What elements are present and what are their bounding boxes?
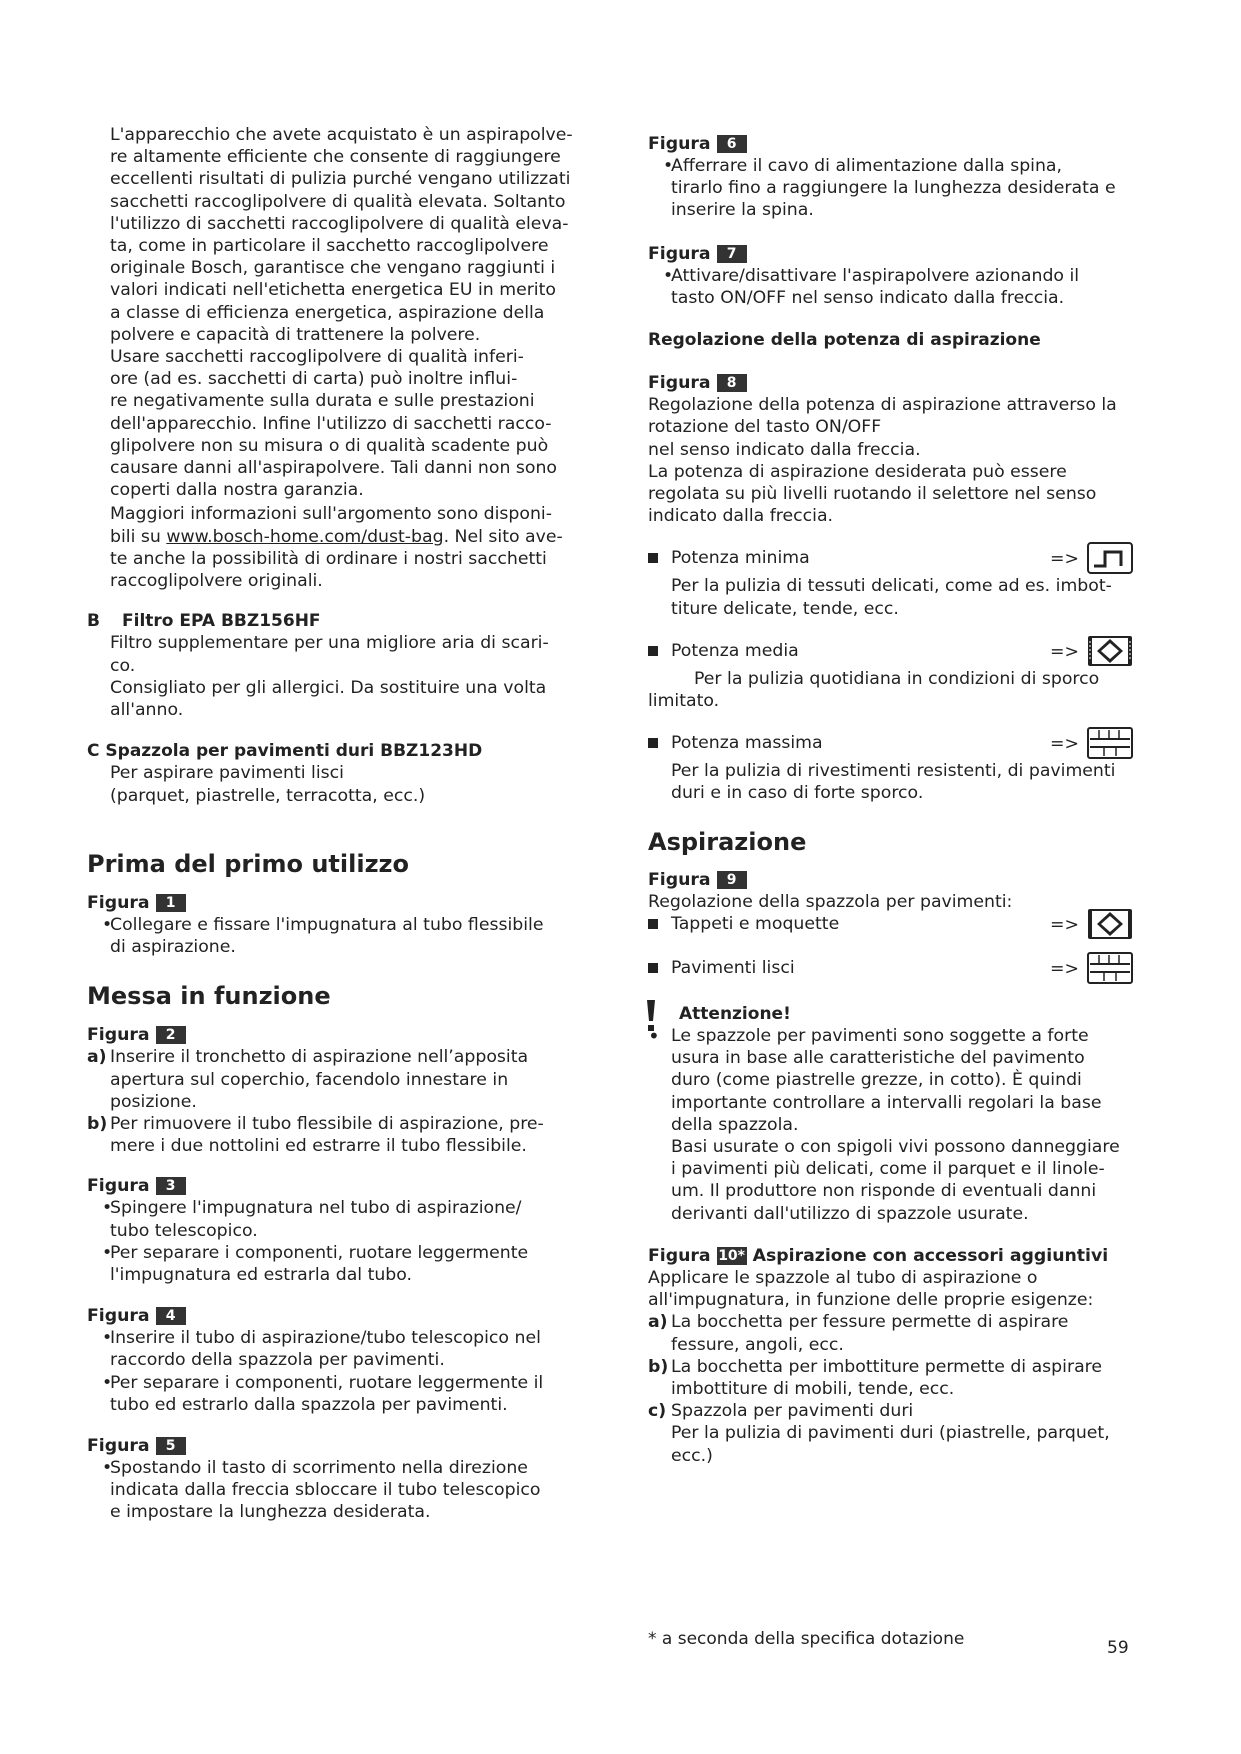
text-line: causare danni all'aspirapolvere. Tali danni non sono	[110, 458, 558, 479]
text-line: Filtro supplementare per una migliore aria di scari-	[110, 633, 549, 654]
section-title: Filtro EPA BBZ156HF	[122, 611, 321, 632]
text-line: originale Bosch, garantisce che vengano raggiunti i	[110, 258, 556, 279]
section-title: Spazzola per pavimenti duri BBZ123HD	[105, 741, 483, 762]
intro-paragraph	[110, 124, 605, 501]
text-line: l'utilizzo di sacchetti raccoglipolvere di qualità eleva-	[110, 213, 569, 234]
heading-aspirazione: Aspirazione	[648, 827, 807, 856]
text-line: tasto ON/OFF nel senso indicato dalla freccia.	[671, 287, 1065, 308]
bullet-dot: •	[102, 1328, 113, 1349]
figure-number-badge: 6	[717, 135, 747, 153]
text-line: regolata su più livelli ruotando il selettore nel senso	[648, 484, 1097, 505]
figura-text: Figura	[648, 869, 711, 890]
text-line: derivanti dall'utilizzo di spazzole usurate.	[671, 1203, 1029, 1224]
figure-8-label	[648, 372, 1133, 394]
section-b	[87, 610, 605, 721]
text-fragment: . Nel sito ave-	[443, 526, 563, 547]
square-bullet	[648, 963, 658, 973]
bullet-dot: •	[102, 1457, 113, 1478]
figure-3-label	[87, 1175, 605, 1197]
figure-4-label	[87, 1305, 605, 1327]
right-column	[648, 133, 1133, 1467]
text-line: Usare sacchetti raccoglipolvere di qualità inferi-	[110, 347, 524, 368]
arrow-text: =>	[1050, 958, 1079, 979]
text-line: polvere e capacità di trattenere la polvere.	[110, 324, 481, 345]
text-line: rotazione del tasto ON/OFF	[648, 417, 882, 438]
figure-number-badge: 9	[717, 871, 747, 889]
text-line: L'apparecchio che avete acquistato è un aspirapolve-	[110, 125, 573, 145]
text-line: raccordo della spazzola per pavimenti.	[110, 1350, 445, 1371]
footnote: * a seconda della specifica dotazione	[648, 1629, 965, 1649]
figura-text: Figura	[87, 892, 150, 913]
arrow-text: =>	[1050, 734, 1079, 755]
text-line: Consigliato per gli allergici. Da sostituire una volta	[110, 677, 547, 698]
power-min-icon	[1087, 542, 1133, 574]
text-line: Attivare/disattivare l'aspirapolvere azionando il	[671, 265, 1080, 286]
text-line: i pavimenti più delicati, come il parquet e il linole-	[671, 1159, 1105, 1180]
text-line: dell'apparecchio. Infine l'utilizzo di sacchetti racco-	[110, 413, 552, 434]
power-min-desc	[648, 575, 1133, 619]
square-bullet	[648, 738, 658, 748]
heading-first-use: Prima del primo utilizzo	[87, 849, 410, 878]
figura-text: Figura	[87, 1435, 150, 1456]
power-max-row	[648, 726, 1133, 760]
bullet-dot: •	[663, 156, 674, 176]
text-line: coperti dalla nostra garanzia.	[110, 480, 364, 501]
figure-number-badge: 8	[717, 374, 747, 392]
warning-block	[648, 1003, 1133, 1225]
text-line: tubo ed estrarlo dalla spazzola per pavimenti.	[110, 1394, 508, 1415]
first-use-section	[87, 849, 605, 958]
text-line: Per la pulizia di tessuti delicati, come ad es. imbot-	[671, 576, 1112, 597]
arrow-text: =>	[1050, 914, 1079, 935]
heading-power-regulation: Regolazione della potenza di aspirazione	[648, 330, 1041, 351]
arrow-text: =>	[1050, 549, 1079, 570]
text-line: usura in base alle caratteristiche del pavimento	[671, 1048, 1085, 1069]
text-line: all'impugnatura, in funzione delle proprie esigenze:	[648, 1290, 1094, 1311]
section-letter: C	[87, 741, 100, 762]
text-line: Per la pulizia quotidiana in condizioni di sporco	[694, 668, 1100, 689]
figura-text: Figura	[87, 1306, 150, 1327]
text-line: posizione.	[110, 1091, 197, 1112]
dust-bag-link[interactable]: www.bosch-home.com/dust-bag	[166, 526, 444, 547]
text-line: Afferrare il cavo di alimentazione dalla spina,	[671, 156, 1063, 176]
text-line: Per separare i componenti, ruotare leggermente il	[110, 1372, 544, 1393]
text-line: nel senso indicato dalla freccia.	[648, 439, 921, 460]
accessory-c	[648, 1400, 1133, 1467]
figure-10-title: Aspirazione con accessori aggiuntivi	[752, 1245, 1109, 1266]
bullet-dot: •	[102, 1242, 113, 1263]
text-line: ore (ad es. sacchetti di carta) può inoltre influi-	[110, 369, 518, 390]
text-line: imbottiture di mobili, tende, ecc.	[671, 1378, 955, 1399]
text-line: inserire la spina.	[671, 200, 814, 221]
text-line: Le spazzole per pavimenti sono soggette a forte	[671, 1026, 1089, 1047]
power-max-label: Potenza massima	[671, 733, 823, 754]
text-line: Inserire il tronchetto di aspirazione nell’apposita	[110, 1047, 529, 1068]
hard-floor-label: Pavimenti lisci	[671, 957, 795, 978]
step-label: a)	[648, 1312, 668, 1333]
figure-5-label	[87, 1435, 605, 1457]
section-b-heading	[87, 610, 605, 632]
text-line: Per rimuovere il tubo flessibile di aspirazione, pre-	[110, 1113, 544, 1134]
text-line: Regolazione della potenza di aspirazione attraverso la	[648, 395, 1117, 416]
text-line: La potenza di aspirazione desiderata può essere	[648, 461, 1067, 482]
text-line: Per la pulizia di rivestimenti resistenti, di pavimenti	[671, 761, 1116, 782]
text-line: La bocchetta per imbottiture permette di aspirare	[671, 1356, 1103, 1377]
text-line: tirarlo fino a raggiungere la lunghezza desiderata e	[671, 178, 1116, 199]
text-line: limitato.	[648, 691, 720, 712]
text-line: apertura sul coperchio, facendolo innestare in	[110, 1069, 509, 1090]
text-line: Spazzola per pavimenti duri	[671, 1401, 914, 1422]
text-line: raccoglipolvere originali.	[110, 571, 323, 592]
text-line: La bocchetta per fessure permette di aspirare	[671, 1312, 1069, 1333]
figura-text: Figura	[87, 1025, 150, 1046]
text-line: Applicare le spazzole al tubo di aspirazione o	[648, 1267, 1038, 1288]
accessory-b	[648, 1356, 1133, 1400]
step-label: a)	[87, 1047, 107, 1068]
text-line	[110, 526, 605, 548]
power-med-row	[648, 634, 1133, 668]
text-line: titure delicate, tende, ecc.	[671, 598, 899, 619]
figure-9-label	[648, 869, 1133, 891]
carpet-label: Tappeti e moquette	[671, 913, 840, 934]
text-line: Collegare e fissare l'impugnatura al tubo flessibile	[110, 914, 544, 935]
text-line: di aspirazione.	[110, 937, 236, 958]
text-line: sacchetti raccoglipolvere di qualità elevata. Soltanto	[110, 191, 566, 212]
text-line: l'impugnatura ed estrarla dal tubo.	[110, 1264, 413, 1285]
text-line: re altamente efficiente che consente di raggiungere	[110, 147, 561, 168]
text-line: all'anno.	[110, 700, 184, 721]
text-line: tubo telescopico.	[110, 1220, 258, 1241]
hard-floor-icon	[1087, 952, 1133, 984]
text-line: Maggiori informazioni sull'argomento sono disponi-	[110, 504, 552, 525]
arrow-text: =>	[1050, 641, 1079, 662]
text-line: Per la pulizia di pavimenti duri (piastrelle, parquet,	[671, 1423, 1110, 1444]
warning-title: Attenzione!	[679, 1003, 791, 1024]
figure-2-label	[87, 1024, 605, 1046]
bullet-item	[87, 1327, 605, 1371]
left-column	[87, 124, 605, 1524]
figura-text: Figura	[648, 243, 711, 264]
text-line: re negativamente sulla durata e sulle prestazioni	[110, 391, 535, 412]
power-min-label: Potenza minima	[671, 548, 810, 569]
power-max-desc	[648, 760, 1133, 804]
figura-text: Figura	[648, 1245, 711, 1266]
bullet-item	[87, 1197, 605, 1241]
step-label: b)	[648, 1356, 669, 1377]
figure-number-badge: 7	[717, 245, 747, 263]
figura-text: Figura	[648, 134, 711, 154]
square-bullet	[648, 553, 658, 563]
bullet-item	[87, 914, 605, 958]
bullet-dot: •	[102, 1198, 113, 1219]
text-line: Spingere l'impugnatura nel tubo di aspirazione/	[110, 1198, 522, 1219]
power-max-icon	[1087, 727, 1133, 759]
bullet-dot: •	[663, 265, 674, 286]
section-letter: B	[87, 611, 100, 632]
info-paragraph	[110, 503, 605, 592]
power-med-label: Potenza media	[671, 640, 799, 661]
text-line: indicata dalla freccia sbloccare il tubo telescopico	[110, 1480, 541, 1501]
text-line: Basi usurate o con spigoli vivi possono danneggiare	[671, 1137, 1120, 1158]
text-line: a classe di efficienza energetica, aspirazione della	[110, 302, 545, 323]
text-line: duri e in caso di forte sporco.	[671, 783, 924, 804]
text-line: importante controllare a intervalli regolari la base	[671, 1092, 1102, 1113]
figure-10-label	[648, 1245, 1133, 1267]
carpet-icon	[1087, 908, 1133, 940]
section-c	[87, 740, 605, 807]
text-line: ecc.)	[671, 1445, 713, 1466]
text-line: Spostando il tasto di scorrimento nella direzione	[110, 1457, 528, 1478]
text-line: ta, come in particolare il sacchetto raccoglipolvere	[110, 236, 549, 257]
hard-floor-row	[648, 951, 1133, 985]
carpet-row	[648, 907, 1133, 941]
figure-number-badge: 10*	[718, 1247, 745, 1264]
bullet-dot: •	[648, 1024, 660, 1049]
bullet-item	[648, 265, 1133, 309]
step-label: b)	[87, 1113, 108, 1134]
figura-text: Figura	[87, 1176, 150, 1197]
power-med-desc	[648, 668, 1133, 712]
text-line: eccellenti risultati di pulizia purché vengano utilizzati	[110, 169, 571, 190]
step-label: c)	[648, 1401, 667, 1422]
text-line: te anche la possibilità di ordinare i nostri sacchetti	[110, 548, 547, 569]
text-line: indicato dalla freccia.	[648, 506, 834, 527]
figure-number-badge: 3	[156, 1177, 186, 1195]
text-line: Per aspirare pavimenti lisci	[110, 763, 344, 784]
start-section	[87, 981, 605, 1523]
figure-7-label	[648, 243, 1133, 265]
figure-number-badge: 4	[156, 1307, 186, 1325]
square-bullet	[648, 646, 658, 656]
step-b	[87, 1113, 605, 1157]
bullet-dot: •	[102, 1372, 113, 1393]
figure-1-label	[87, 892, 605, 914]
text-line: e impostare la lunghezza desiderata.	[110, 1502, 431, 1523]
step-a	[87, 1046, 605, 1113]
figure-6-label	[648, 133, 1133, 155]
bullet-dot: •	[102, 914, 113, 935]
warning-text	[648, 1025, 1133, 1225]
figure-8-text	[648, 394, 1133, 527]
text-line: co.	[110, 655, 136, 676]
bullet-item	[87, 1372, 605, 1416]
heading-start: Messa in funzione	[87, 982, 331, 1011]
bullet-item	[648, 155, 1133, 222]
text-line: mere i due nottolini ed estrarre il tubo flessibile.	[110, 1136, 527, 1157]
power-med-icon	[1087, 635, 1133, 667]
text-line: valori indicati nell'etichetta energetica EU in merito	[110, 280, 556, 301]
text-line: glipolvere non su misura o di qualità scadente può	[110, 435, 549, 456]
figure-number-badge: 5	[156, 1437, 186, 1455]
section-c-heading	[87, 740, 605, 762]
text-line: Inserire il tubo di aspirazione/tubo telescopico nel	[110, 1328, 541, 1349]
bullet-item	[87, 1457, 605, 1524]
power-min-row	[648, 541, 1133, 575]
text-fragment: bili su	[110, 526, 167, 547]
figure-number-badge: 1	[156, 894, 186, 912]
bullet-item	[87, 1242, 605, 1286]
text-line: fessure, angoli, ecc.	[671, 1334, 844, 1355]
text-line: Per separare i componenti, ruotare leggermente	[110, 1242, 529, 1263]
text-line: Regolazione della spazzola per pavimenti:	[648, 891, 1013, 912]
text-line: (parquet, piastrelle, terracotta, ecc.)	[110, 785, 426, 806]
figura-text: Figura	[648, 373, 711, 394]
text-line: um. Il produttore non risponde di eventuali danni	[671, 1181, 1097, 1202]
text-line: duro (come piastrelle grezze, in cotto). È quindi	[671, 1070, 1082, 1091]
accessory-a	[648, 1311, 1133, 1355]
text-line: della spazzola.	[671, 1114, 799, 1135]
page-number: 59	[1107, 1638, 1129, 1658]
figure-number-badge: 2	[156, 1026, 186, 1044]
square-bullet	[648, 919, 658, 929]
